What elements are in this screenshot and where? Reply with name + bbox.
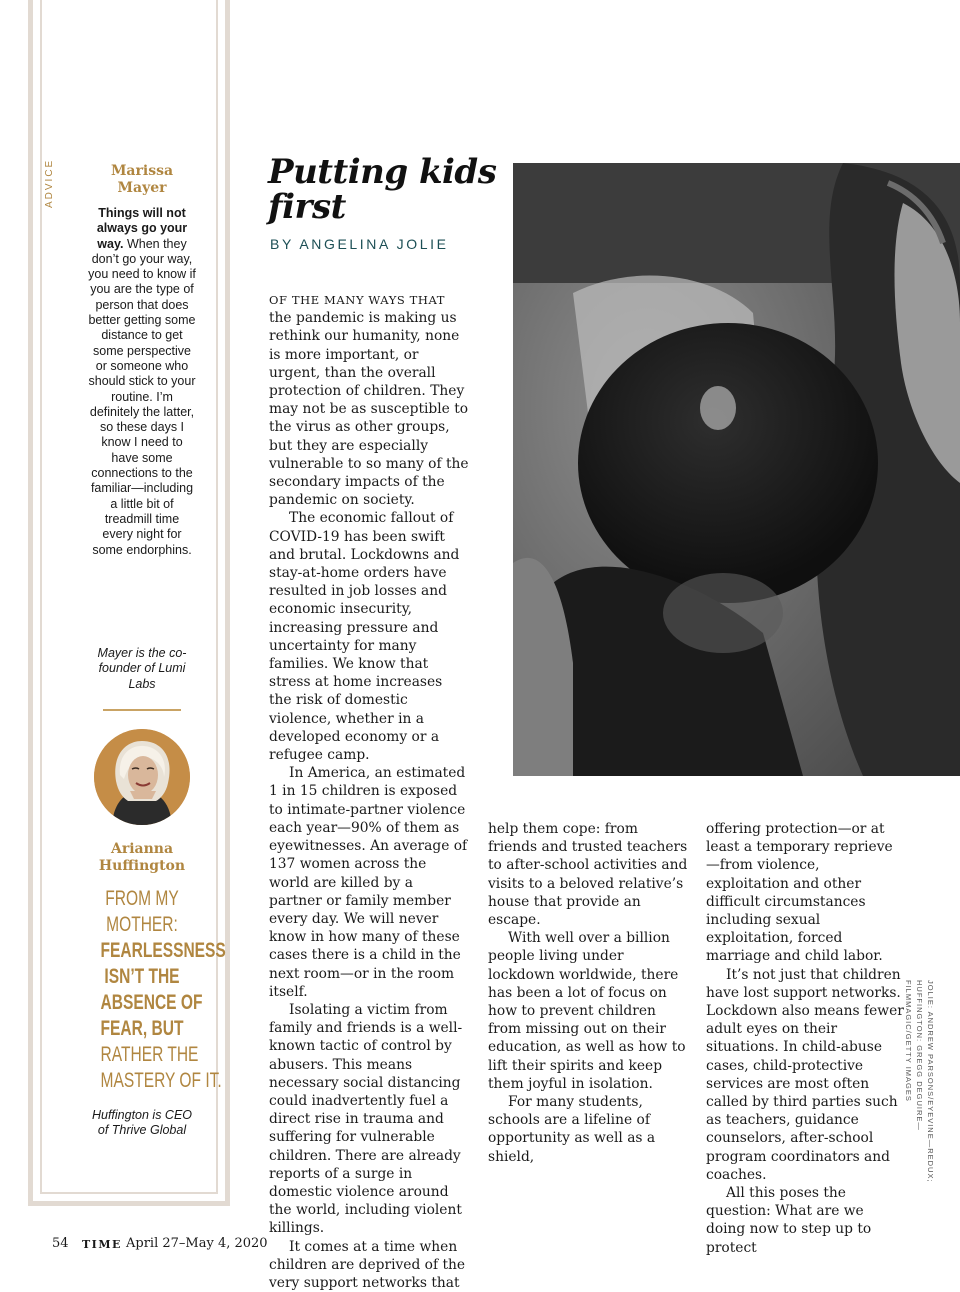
article-column-2 — [488, 820, 688, 1166]
sidebar-entry-huffington — [88, 841, 196, 875]
mayer-advice-lead: Things will not always go your way. — [96, 206, 188, 251]
mayer-advice-body: When they don’t go your way, you need to know if you are the type of person that does better getting some distance to get some perspective or someone who should stick to your routine. I’m definitely the latter, so these days I know I need to have some connections to the familiar—including a little bit of treadmill time every night for some endorphins. — [88, 236, 196, 557]
article-paragraph: Isolating a victim from family and friends is a well-known tactic of control by abusers. This means necessary social distancing could inadvertently fuel a direct rise in trauma and suffering for vulnerable children. There are already reports of a surge in domestic violence around the world, including violent killings. — [269, 1001, 463, 1237]
photo-credit: JOLIE: ANDREW PARSONS/EYEVINE—REDUX; HUFFINGTON: GREGG DEGUIRE—FILMMAGIC/GETTY IMAGES — [904, 980, 935, 1183]
photo-illustration — [513, 163, 960, 776]
portrait-illustration — [94, 729, 190, 825]
article-paragraph: The economic fallout of COVID-19 has been swift and brutal. Lockdowns and stay-at-home orders have resulted in job losses and economic insecurity, increasing pressure and uncertainty for many families. We know that stress at home increases the risk of domestic violence, whether in a developed economy or a refugee camp. — [269, 510, 460, 764]
issue-date: April 27–May 4, 2020 — [126, 1236, 268, 1251]
page-number: 54 — [52, 1236, 69, 1251]
sidebar-entry-mayer — [88, 163, 196, 197]
article-paragraph: With well over a billion people living under lockdown worldwide, there has been a lot of focus on how to prevent children from missing out on their education, as well as how to lift their spirits and keep them joyful in isolation. — [488, 930, 686, 1092]
quote-line: FEARLESSNESS — [100, 939, 226, 962]
article-paragraph: offering protection—or at least a temporary reprieve—from violence, exploitation and other difficult circumstances including sexual exploitation, forced marriage and child labor. — [706, 821, 893, 965]
article-paragraph: help them cope: from friends and trusted teachers to after-school activities and visits to a beloved relative’s house that provide an escape. — [488, 821, 688, 929]
article-paragraph: For many students, schools are a lifeline of opportunity as well as a shield, — [488, 1094, 656, 1165]
article-column-3 — [706, 820, 906, 1257]
magazine-name: TIME — [82, 1238, 122, 1251]
author-name-huffington: Arianna Huffington — [98, 841, 186, 874]
mayer-credit: Mayer is the co-founder of Lumi Labs — [97, 646, 187, 691]
article-photo — [513, 163, 960, 776]
huffington-quote — [86, 886, 226, 1094]
quote-line: ISN’T THE — [104, 965, 180, 988]
article-paragraph: It comes at a time when children are deprived of the very support networks that — [269, 1238, 466, 1291]
article-headline: Putting kids first — [268, 152, 497, 227]
article-paragraph: In America, an estimated 1 in 15 children is exposed to intimate-partner violence each year—90% of them as eyewitnesses. An average of 137 women across the world are killed by a partner or family member every day. We will never know in how many of these cases there is a child in the next room—or in the room itself. — [269, 765, 468, 1000]
sidebar-divider — [103, 709, 181, 711]
huffington-portrait — [94, 729, 190, 825]
quote-line: FROM MY — [105, 887, 179, 910]
section-tag: ADVICE — [44, 158, 55, 208]
article-column-1 — [269, 291, 469, 1292]
quote-line: MASTERY OF IT. — [100, 1069, 222, 1092]
quote-line: RATHER THE — [100, 1043, 199, 1066]
article-paragraph: All this poses the question: What are we doing now to step up to protect — [706, 1185, 872, 1256]
lead-in-caps: OF THE MANY WAYS THAT — [269, 293, 446, 307]
mayer-advice-text — [88, 206, 196, 558]
article-paragraph — [269, 291, 469, 509]
article-byline: BY ANGELINA JOLIE — [270, 236, 449, 252]
quote-line: MOTHER: — [106, 913, 178, 936]
quote-line: FEAR, BUT — [100, 1017, 184, 1040]
quote-line: ABSENCE OF — [100, 991, 203, 1014]
article-paragraph: It’s not just that children have lost support networks. Lockdown also means fewer adult eyes on their situations. In child-abuse cases, child-protective services are most often called by third parties such as teachers, guidance counselors, after-school program coordinators and coaches. — [706, 966, 904, 1183]
huffington-credit: Huffington is CEO of Thrive Global — [91, 1108, 193, 1138]
author-name-mayer: Marissa Mayer — [110, 163, 174, 196]
lead-paragraph-text: the pandemic is making us rethink our humanity, none is more important, or urgent, than the overall protection of children. They may not be as susceptible to the virus as other groups, but they are especially vulnerable to so many of the secondary impacts of the pandemic on society. — [269, 310, 469, 509]
